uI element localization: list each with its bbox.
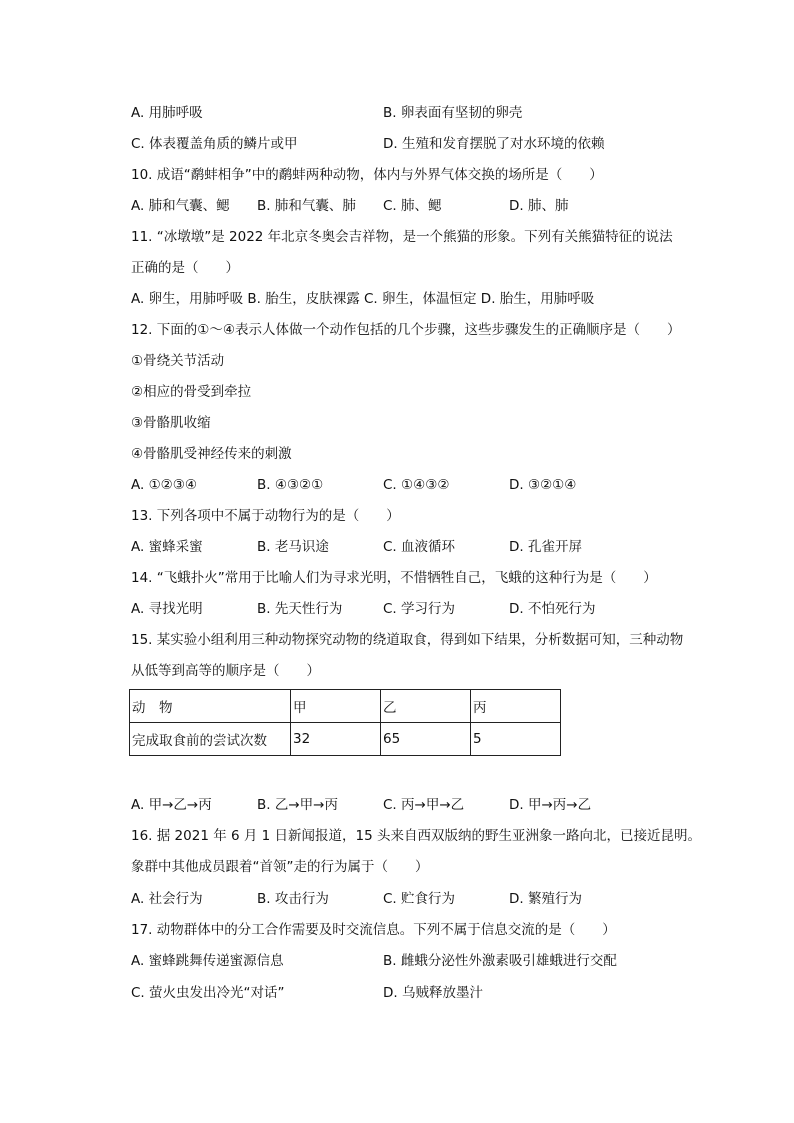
option-c: C. 血液循环	[383, 539, 456, 555]
table-cell: 5	[471, 723, 561, 756]
option-b: B. 雌蛾分泌性外激素吸引雄蛾进行交配	[383, 953, 617, 969]
option-a: A. ①②③④	[131, 477, 197, 493]
table-cell: 32	[291, 723, 381, 756]
option-c: C. 肺、鳃	[383, 198, 442, 214]
option-c: C. ①④③②	[383, 477, 450, 493]
question-15-stem: 15. 某实验小组利用三种动物探究动物的绕道取食，得到如下结果，分析数据可知，三种动物	[131, 632, 684, 648]
option-c: C. 贮食行为	[383, 891, 456, 907]
question-16-stem-cont: 象群中其他成员跟着“首领”走的行为属于（ ）	[131, 859, 429, 875]
option-d: D. 生殖和发育摆脱了对水环境的依赖	[383, 136, 605, 152]
table-header-row	[130, 690, 561, 723]
question-11-stem: 11. “冰墩墩”是 2022 年北京冬奥会吉祥物，是一个熊猫的形象。下列有关熊猫特征的说法	[131, 229, 673, 245]
option-a: A. 蜜蜂采蜜	[131, 539, 203, 555]
option-a: A. 用肺呼吸	[131, 105, 203, 121]
option-d: D. 不怕死行为	[509, 601, 596, 617]
step-item: ④骨骼肌受神经传来的刺激	[131, 446, 292, 462]
option-a: A. 蜜蜂跳舞传递蜜源信息	[131, 953, 284, 969]
table-header-cell: 甲	[291, 690, 381, 723]
question-16-stem: 16. 据 2021 年 6 月 1 日新闻报道，15 头来自西双版纳的野生亚洲象一路向北，已接近昆明。	[131, 828, 702, 844]
option-a: A. 寻找光明	[131, 601, 203, 617]
option-b: B. 乙→甲→丙	[257, 797, 338, 813]
table-header-cell: 丙	[471, 690, 561, 723]
option-d: D. 乌贼释放墨汁	[383, 985, 483, 1001]
option-d: D. 甲→丙→乙	[509, 797, 592, 813]
table-cell: 65	[381, 723, 471, 756]
option-d: D. ③②①④	[509, 477, 577, 493]
option-c: C. 丙→甲→乙	[383, 797, 465, 813]
option-a: A. 肺和气囊、鳃	[131, 198, 230, 214]
option-b: B. 攻击行为	[257, 891, 329, 907]
question-11-options: A. 卵生，用肺呼吸 B. 胎生，皮肤裸露 C. 卵生，体温恒定 D. 胎生，用肺呼吸	[131, 291, 595, 307]
option-c: C. 体表覆盖角质的鳞片或甲	[131, 136, 298, 152]
step-item: ①骨绕关节活动	[131, 353, 225, 369]
question-11-stem-cont: 正确的是（ ）	[131, 260, 239, 276]
option-d: D. 肺、肺	[509, 198, 569, 214]
option-b: B. 卵表面有坚韧的卵壳	[383, 105, 523, 121]
step-item: ③骨骼肌收缩	[131, 415, 211, 431]
option-c: C. 学习行为	[383, 601, 456, 617]
question-15-stem-cont: 从低等到高等的顺序是（ ）	[131, 663, 320, 679]
option-b: B. 先天性行为	[257, 601, 343, 617]
option-b: B. ④③②①	[257, 477, 324, 493]
question-12-stem: 12. 下面的①～④表示人体做一个动作包括的几个步骤，这些步骤发生的正确顺序是（ ）	[131, 322, 681, 338]
option-d: D. 孔雀开屏	[509, 539, 582, 555]
option-b: B. 肺和气囊、肺	[257, 198, 356, 214]
question-13-stem: 13. 下列各项中不属于动物行为的是（ ）	[131, 508, 400, 524]
table-cell: 完成取食前的尝试次数	[130, 723, 291, 756]
question-10-stem: 10. 成语“鹬蚌相争”中的鹬蚌两种动物，体内与外界气体交换的场所是（ ）	[131, 167, 603, 183]
step-item: ②相应的骨受到牵拉	[131, 384, 252, 400]
option-c: C. 萤火虫发出冷光“对话”	[131, 985, 285, 1001]
option-a: A. 甲→乙→丙	[131, 797, 212, 813]
question-17-stem: 17. 动物群体中的分工合作需要及时交流信息。下列不属于信息交流的是（ ）	[131, 922, 616, 938]
option-d: D. 繁殖行为	[509, 891, 582, 907]
table-header-cell: 动 物	[130, 690, 291, 723]
table-header-cell: 乙	[381, 690, 471, 723]
option-a: A. 社会行为	[131, 891, 203, 907]
table-row	[130, 723, 561, 756]
option-b: B. 老马识途	[257, 539, 329, 555]
question-14-stem: 14. “飞蛾扑火”常用于比喻人们为寻求光明，不惜牺牲自己，飞蛾的这种行为是（ ）	[131, 570, 657, 586]
data-table	[129, 689, 561, 756]
